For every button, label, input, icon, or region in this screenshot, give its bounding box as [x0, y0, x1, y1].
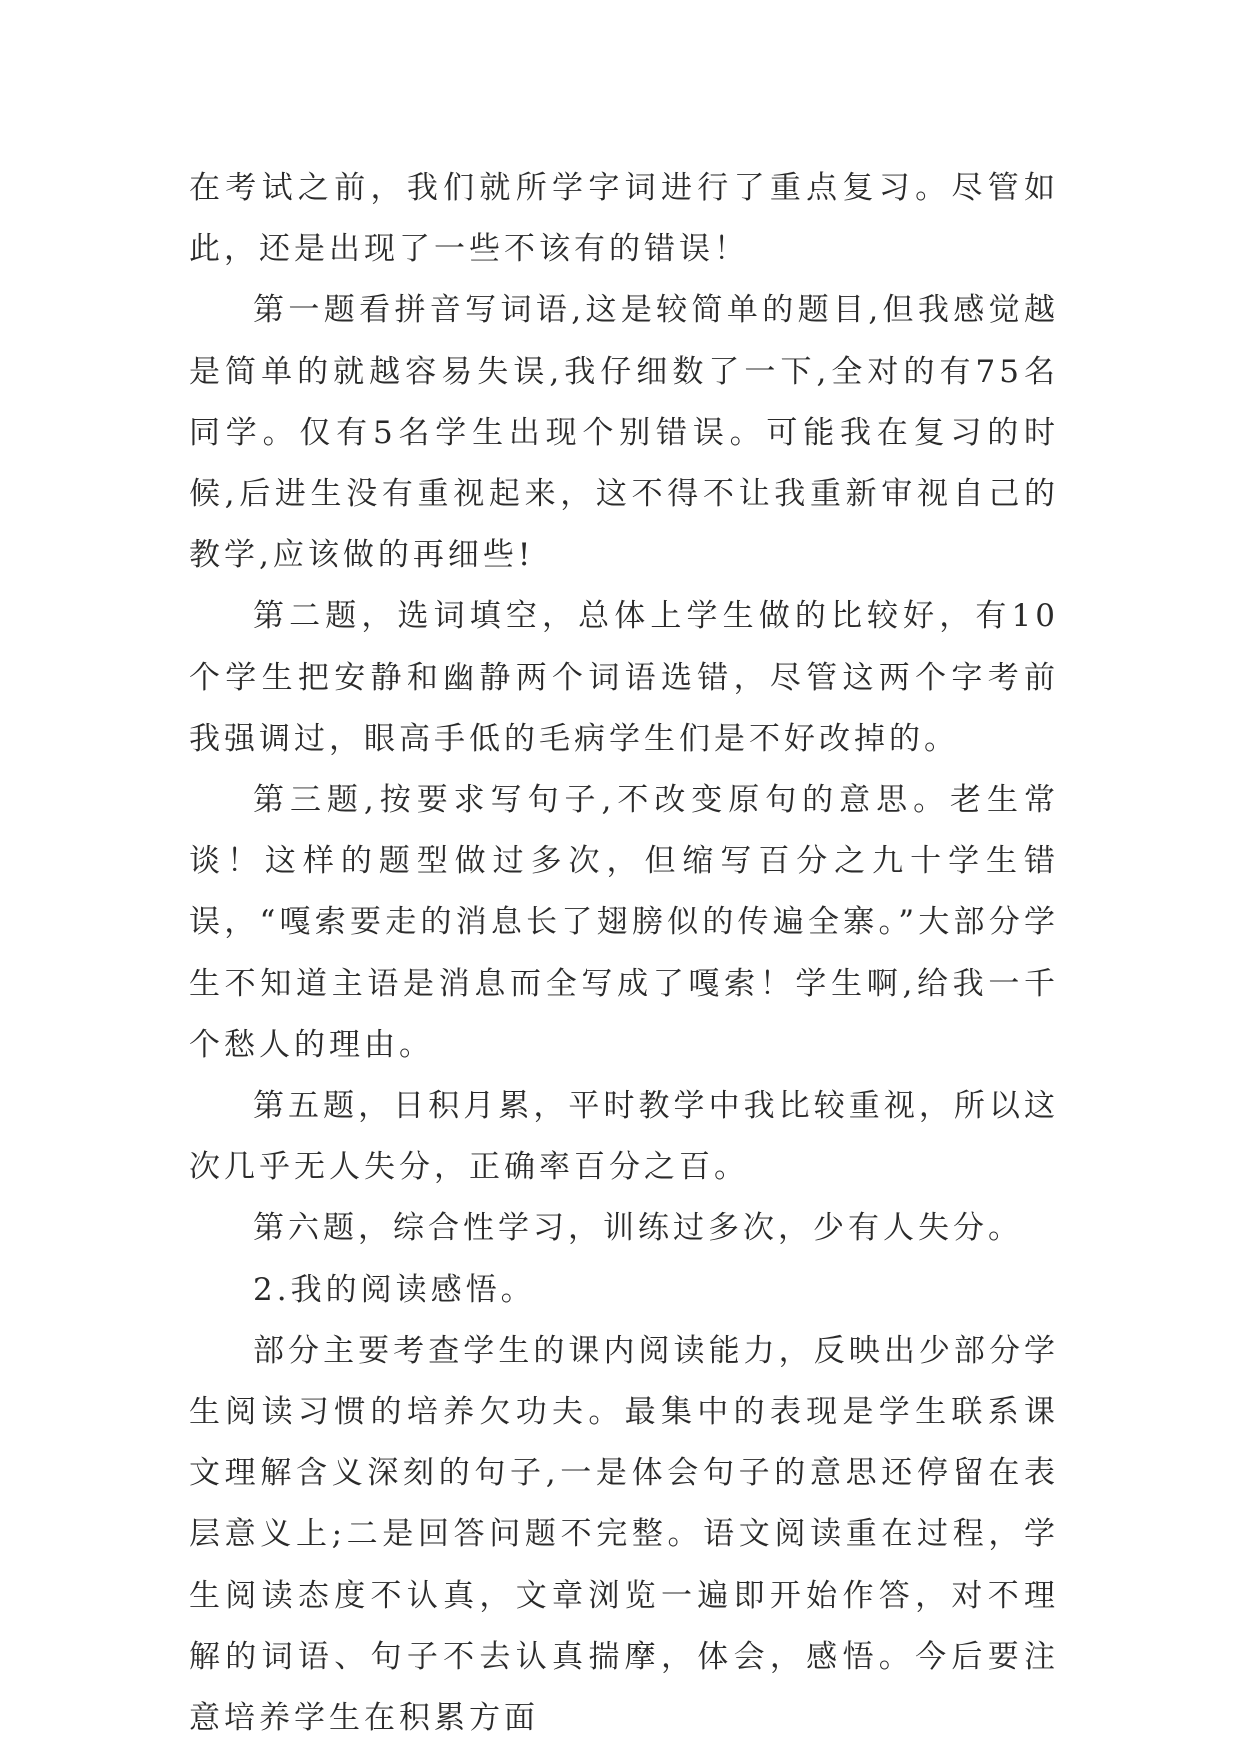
document-body: [189, 158, 1059, 1749]
paragraph-question-2: 第二题，选词填空，总体上学生做的比较好，有10个学生把安静和幽静两个词语选错，尽管这两个字考前我强调过，眼高手低的毛病学生们是不好改掉的。: [189, 598, 1059, 757]
paragraph-intro: 在考试之前，我们就所学字词进行了重点复习。尽管如此，还是出现了一些不该有的错误！: [189, 170, 1059, 268]
paragraph-question-3: 第三题,按要求写句子,不改变原句的意思。老生常谈！这样的题型做过多次，但缩写百分之九十学生错误，“嘎索要走的消息长了翅膀似的传遍全寨。”大部分学生不知道主语是消息而全写成了嘎索！学生啊,给我一千个愁人的理由。: [189, 782, 1059, 1063]
paragraph-question-1: 第一题看拼音写词语,这是较简单的题目,但我感觉越是简单的就越容易失误,我仔细数了一下,全对的有75名同学。仅有5名学生出现个别错误。可能我在复习的时候,后进生没有重视起来，这不得不让我重新审视自己的教学,应该做的再细些!: [189, 292, 1059, 574]
section-heading-reading: 2.我的阅读感悟。: [253, 1271, 536, 1308]
paragraph-question-6: 第六题，综合性学习，训练过多次，少有人失分。: [253, 1210, 1023, 1247]
paragraph-reading-analysis: 部分主要考查学生的课内阅读能力，反映出少部分学生阅读习惯的培养欠功夫。最集中的表现是学生联系课文理解含义深刻的句子,一是体会句子的意思还停留在表层意义上;二是回答问题不完整。语文阅读重在过程，学生阅读态度不认真，文章浏览一遍即开始作答，对不理解的词语、句子不去认真揣摩，体会，感悟。今后要注意培养学生在积累方面: [189, 1332, 1059, 1737]
paragraph-question-5: 第五题，日积月累，平时教学中我比较重视，所以这次几乎无人失分，正确率百分之百。: [189, 1088, 1059, 1186]
